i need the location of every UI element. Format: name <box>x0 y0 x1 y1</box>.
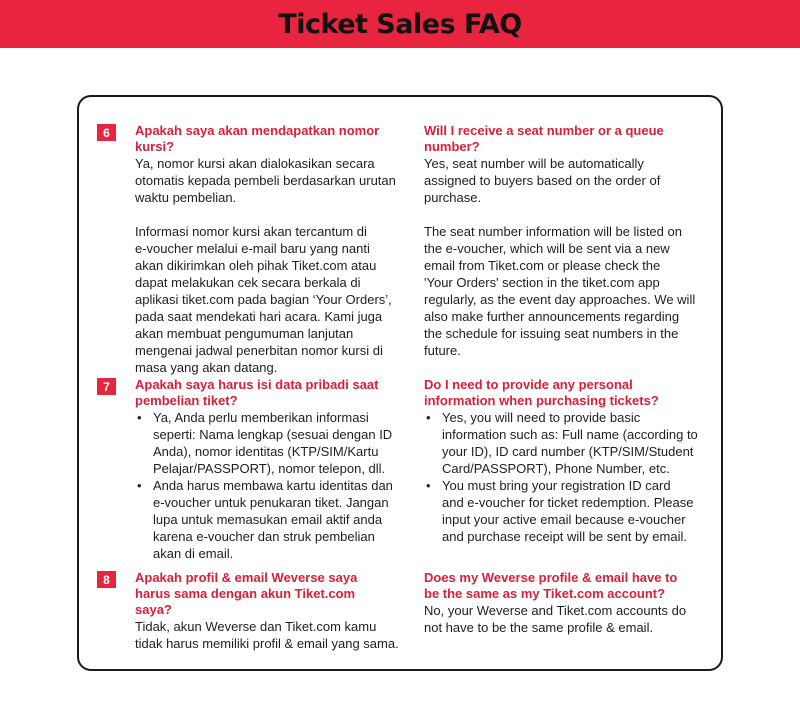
faq-answer-paragraph: The seat number information will be listed on the e-voucher, which will be sent via a new email from Tiket.com or please check the 'Your Orders' section in the tiket.com app regularly, as the event day approaches. We will also make further announcements regarding the schedule for issuing seat numbers in the future. <box>424 224 696 358</box>
faq-number-badge: 6 <box>97 124 116 141</box>
faq-answer-paragraph: Ya, nomor kursi akan dialokasikan secara otomatis kepada pembeli berdasarkan urutan waktu pembelian. <box>135 156 396 205</box>
faq-answer-paragraph: Tidak, akun Weverse dan Tiket.com kamu tidak harus memiliki profil & email yang sama. <box>135 619 399 651</box>
faq-bullet-item: • You must bring your registration ID card and e-voucher for ticket redemption. Please input your active email because e-voucher and purchase receipt will be sent by email. <box>424 477 709 545</box>
faq-column-english <box>424 377 709 545</box>
faq-answer-paragraph: No, your Weverse and Tiket.com accounts do not have to be the same profile & email. <box>424 603 687 635</box>
faq-question: Does my Weverse profile & email have to be the same as my Tiket.com account? <box>424 570 678 601</box>
faq-bullet-item: • Ya, Anda perlu memberikan informasi seperti: Nama lengkap (sesuai dengan ID Anda), nomor identitas (KTP/SIM/Kartu Pelajar/PASSPORT), nomor telepon, dll. <box>135 409 409 477</box>
faq-question: Apakah saya harus isi data pribadi saat pembelian tiket? <box>135 377 379 408</box>
faq-bullet-list <box>424 409 709 545</box>
faq-column-indonesian <box>135 570 409 652</box>
faq-item-6 <box>79 123 721 373</box>
faq-item-8 <box>79 570 721 660</box>
faq-number-badge: 7 <box>97 378 116 395</box>
page-title: Ticket Sales FAQ <box>278 8 522 40</box>
faq-number-badge: 8 <box>97 571 116 588</box>
faq-column-english <box>424 123 709 359</box>
faq-card <box>77 95 723 671</box>
faq-column-english <box>424 570 709 636</box>
faq-question: Apakah saya akan mendapatkan nomor kursi? <box>135 123 380 154</box>
faq-item-7 <box>79 377 721 561</box>
faq-bullet-item: • Yes, you will need to provide basic information such as: Full name (according to your ID), ID card number (KTP/SIM/Student Card/PASSPORT), Phone Number, etc. <box>424 409 709 477</box>
faq-bullet-list <box>135 409 409 562</box>
faq-bullet-item: • Anda harus membawa kartu identitas dan e-voucher untuk penukaran tiket. Jangan lupa untuk memasukan email aktif anda karena e-voucher dan struk pembelian akan di email. <box>135 477 409 562</box>
faq-answer-paragraph: Informasi nomor kursi akan tercantum di e-voucher melalui e-mail baru yang nanti akan dikirimkan oleh pihak Tiket.com atau dapat melakukan cek secara berkala di aplikasi tiket.com pada bagian ‘Your Orders’, pada saat mendekati hari acara. Kami juga akan membuat pengumuman lanjutan mengenai jadwal penerbitan nomor kursi di masa yang akan datang. <box>135 224 392 375</box>
faq-answer-paragraph: Yes, seat number will be automatically assigned to buyers based on the order of purchase. <box>424 156 661 205</box>
faq-question: Apakah profil & email Weverse saya harus sama dengan akun Tiket.com saya? <box>135 570 358 617</box>
faq-question: Will I receive a seat number or a queue number? <box>424 123 664 154</box>
faq-column-indonesian <box>135 123 409 376</box>
header-banner <box>0 0 800 48</box>
faq-question: Do I need to provide any personal information when purchasing tickets? <box>424 377 659 408</box>
faq-column-indonesian <box>135 377 409 562</box>
